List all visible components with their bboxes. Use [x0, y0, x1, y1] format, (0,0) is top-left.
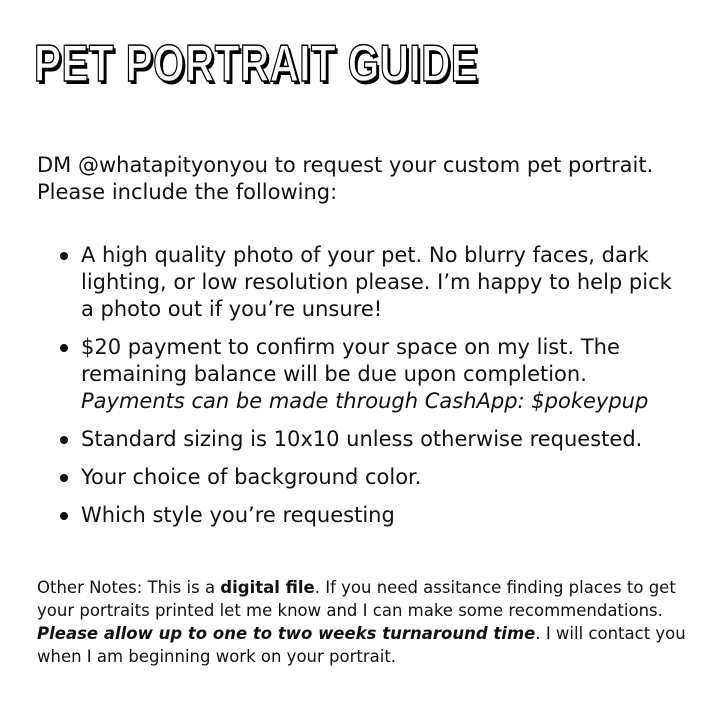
list-item-text: A high quality photo of your pet. No blurry faces, dark lighting, or low resolution please. I’m happy to help pick a photo out if you’re unsure! [81, 243, 672, 321]
list-item [60, 334, 690, 415]
bullet-dot-icon [60, 252, 68, 260]
list-item [60, 242, 690, 323]
other-notes [37, 576, 687, 668]
requirements-list [60, 242, 690, 540]
intro-rest: to request your custom pet portrait. [268, 153, 654, 177]
intro-line-1 [37, 152, 697, 179]
notes-prefix: Other Notes: This is a [37, 578, 221, 597]
intro-text [37, 152, 697, 206]
bullet-dot-icon [60, 474, 68, 482]
bullet-dot-icon [60, 512, 68, 520]
list-item-text: Standard sizing is 10x10 unless otherwise requested. [81, 427, 643, 451]
notes-digital-file: digital file [220, 578, 315, 597]
list-item [60, 502, 690, 529]
list-item-text: $20 payment to confirm your space on my list. The remaining balance will be due upon completion. [81, 335, 620, 386]
list-item [60, 464, 690, 491]
list-item-text: Which style you’re requesting [81, 503, 395, 527]
payment-note: Payments can be made through CashApp: $pokeypup [81, 389, 649, 413]
bullet-dot-icon [60, 436, 68, 444]
list-item-text: Your choice of background color. [81, 465, 422, 489]
page-title: PET PORTRAIT GUIDE [34, 35, 479, 93]
notes-middle: . If you need assitance finding places to get your portraits printed let me know and I can make some recommendations. [37, 578, 676, 620]
list-item [60, 426, 690, 453]
notes-suffix: . I will contact you when I am beginning work on your portrait. [37, 624, 686, 666]
notes-turnaround: Please allow up to one to two weeks turnaround time [37, 624, 536, 643]
notes-paragraph [37, 576, 687, 668]
instagram-handle: DM @whatapityonyou [37, 153, 268, 177]
bullet-dot-icon [60, 344, 68, 352]
intro-line-2: Please include the following: [37, 180, 338, 204]
